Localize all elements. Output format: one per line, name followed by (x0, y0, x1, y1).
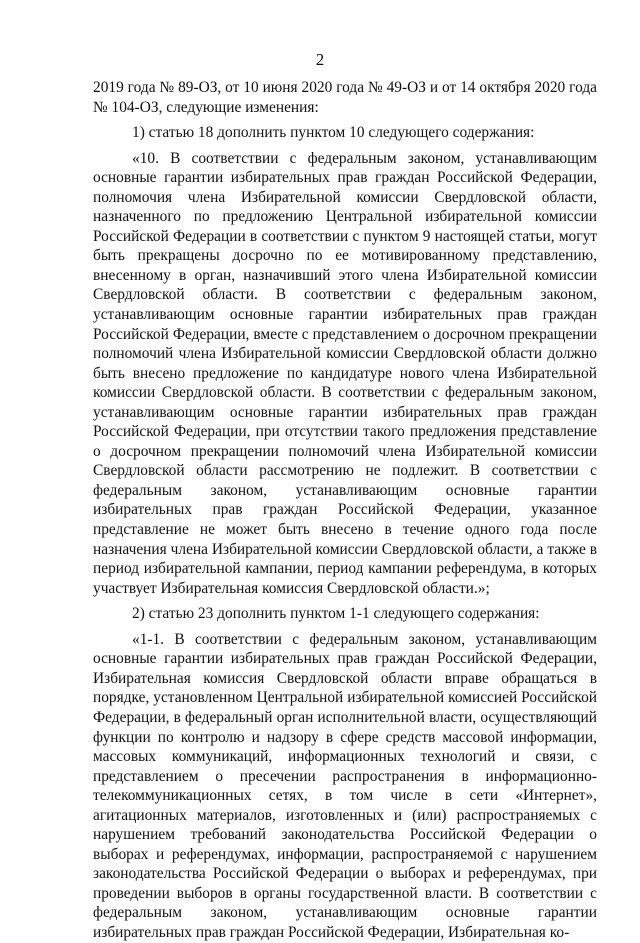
page-number: 2 (315, 50, 325, 69)
paragraph-article-18-point-10: «10. В соответствии с федеральным законом, устанавливающим основные гарантии избирательных прав граждан Российской Федерации, полномочия члена Избирательной комиссии Свердловской области, назначенного по предложению Центральной избирательной комиссии Российской Федерации в соответствии с пунктом 9 настоящей статьи, могут быть прекращены досрочно по ее мотивированному представлению, внесенному в орган, назначивший этого члена Избирательной комиссии Свердловской области. В соответствии с федеральным законом, устанавливающим основные гарантии избирательных прав граждан Российской Федерации, вместе с представлением о досрочном прекращении полномочий члена Избирательной комиссии Свердловской области должно быть внесено предложение по кандидатуре нового члена Избирательной комиссии Свердловской области. В соответствии с федеральным законом, устанавливающим основные гарантии избирательных прав граждан Российской Федерации, при отсутствии такого предложения представление о досрочном прекращении полномочий члена Избирательной комиссии Свердловской области рассмотрению не подлежит. В соответствии с федеральным законом, устанавливающим основные гарантии избирательных прав граждан Российской Федерации, указанное представление не может быть внесено в течение одного года после назначения члена Избирательной комиссии Свердловской области, а также в период избирательной кампании, период кампании референдума, в которых участвует Избирательная комиссия Свердловской области.»; (93, 149, 597, 597)
paragraph-intro-continuation: 2019 года № 89-ОЗ, от 10 июня 2020 года № 49-ОЗ и от 14 октября 2020 года № 104-ОЗ, следующие изменения: (93, 79, 597, 116)
paragraph-amendment-1: 1) статью 18 дополнить пунктом 10 следующего содержания: (132, 124, 535, 142)
paragraph-article-23-point-1-1: «1-1. В соответствии с федеральным законом, устанавливающим основные гарантии избирательных прав граждан Российской Федерации, Избирательная комиссия Свердловской области вправе обращаться в порядке, установленном Центральной избирательной комиссией Российской Федерации, в федеральный орган исполнительной власти, осуществляющий функции по контролю и надзору в сфере средств массовой информации, массовых коммуникаций, информационных технологий и связи, с представлением о пресечении распространения в информационно-телекоммуникационных сетях, в том числе в сети «Интернет», агитационных материалов, изготовленных и (или) распространяемых с нарушением требований законодательства Российской Федерации о выборах и референдумах, информации, распространяемой с нарушением законодательства Российской Федерации о выборах и референдумах, при проведении выборов в органы государственной власти. В соответствии с федеральным законом, устанавливающим основные гарантии избирательных прав граждан Российской Федерации, Избирательная ко- (93, 630, 597, 941)
paragraph-amendment-2: 2) статью 23 дополнить пунктом 1-1 следующего содержания: (132, 605, 540, 623)
document-body (93, 78, 597, 943)
